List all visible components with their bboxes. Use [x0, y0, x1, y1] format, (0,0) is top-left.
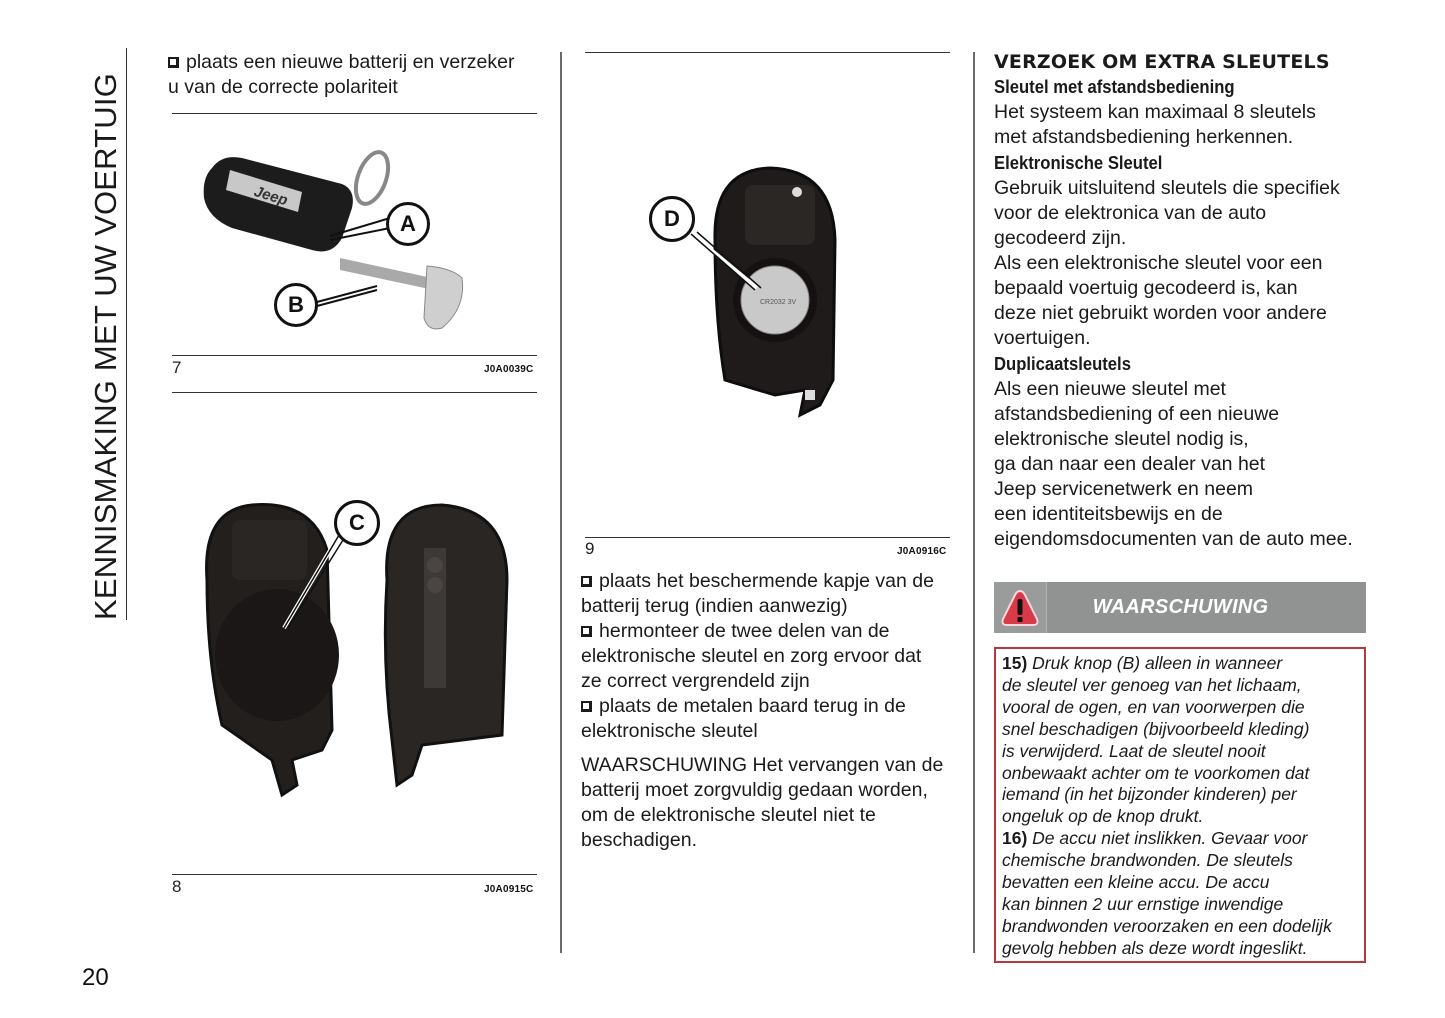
callout-d: D	[649, 196, 695, 242]
svg-text:Jeep: Jeep	[252, 183, 290, 210]
reassembly-steps	[581, 569, 956, 744]
figure-8-top-rule	[172, 392, 537, 393]
intro-bullet: plaats een nieuwe batterij en verzeker u van de correcte polariteit	[168, 51, 515, 98]
column-divider	[560, 52, 562, 953]
bullet-item: plaats de metalen baard terug in de elektronische sleutel	[581, 695, 906, 742]
warning-box	[994, 647, 1366, 963]
paragraph: Als een nieuwe sleutel met afstandsbediening of een nieuwe elektronische sleutel nodig is, ga dan naar een dealer van het Jeep servicenetwerk en neem een identiteitsbewijs en de eigendomsdocumenten van de auto mee.	[994, 378, 1353, 550]
paragraph: Als een elektronische sleutel voor een bepaald voertuig gecodeerd is, kan deze niet gebruikt worden voor andere voertuigen.	[994, 252, 1327, 349]
chapter-title-rule	[126, 48, 127, 620]
figure-9-code: J0A0916C	[897, 546, 947, 557]
warning-item-15: 15) Druk knop (B) alleen in wanneer de sleutel ver genoeg van het lichaam, vooral de ogen, en van voorwerpen die snel beschadigen (bijvoorbeeld kleding) is verwijderd. Laat de sleutel nooit onbewaakt achter om te voorkomen dat iemand (in het bijzonder kinderen) per ongeluk op de knop drukt.	[1002, 653, 1310, 827]
paragraph: Gebruik uitsluitend sleutels die specifiek voor de elektronica van de auto gecodeerd zijn.	[994, 177, 1340, 249]
figure-9-battery-compartment	[585, 60, 950, 535]
bullet-item: plaats het beschermende kapje van de batterij terug (indien aanwezig)	[581, 570, 934, 617]
subsection-heading: Duplicaatsleutels	[994, 353, 1131, 374]
figure-top-rule	[172, 113, 537, 114]
figure-8-code: J0A0915C	[484, 884, 534, 895]
callout-b: B	[274, 283, 318, 327]
page-number: 20	[82, 964, 109, 991]
callout-c: C	[334, 500, 380, 546]
checkbox-bullet-icon	[581, 576, 592, 587]
figure-9-caption-rule	[585, 537, 950, 538]
extra-keys-section	[994, 50, 1374, 552]
warning-triangle-icon	[1000, 588, 1040, 628]
column-divider	[973, 52, 975, 953]
figure-7-caption-rule	[172, 355, 537, 356]
warning-paragraph: WAARSCHUWING Het vervangen van de batterij moet zorgvuldig gedaan worden, om de elektronische sleutel niet te beschadigen.	[581, 754, 944, 851]
warning-item-16: 16) De accu niet inslikken. Gevaar voor chemische brandwonden. De sleutels bevatten een kleine accu. De accu kan binnen 2 uur ernstige inwendige brandwonden veroorzaken en een dodelijk gevolg hebben als deze wordt ingeslikt.	[1002, 828, 1332, 958]
opened-key-fob-illustration	[172, 400, 537, 870]
warning-title: WAARSCHUWING	[1092, 596, 1269, 618]
bullet-item: hermonteer de twee delen van de elektronische sleutel en zorg ervoor dat ze correct vergrendeld zijn	[581, 620, 922, 692]
figure-8-caption-rule	[172, 874, 537, 875]
figure-7-number: 7	[172, 358, 182, 377]
battery-compartment-illustration	[585, 60, 950, 535]
checkbox-bullet-icon	[581, 701, 592, 712]
warning-icon-cell	[994, 582, 1047, 633]
svg-text:CR2032 3V: CR2032 3V	[760, 299, 797, 306]
callout-a: A	[386, 202, 430, 246]
chapter-title: KENNISMAKING MET UW VOERTUIG	[88, 72, 123, 620]
figure-7-code: J0A0039C	[484, 364, 534, 375]
paragraph: Het systeem kan maximaal 8 sleutels met afstandsbediening herkennen.	[994, 101, 1316, 148]
figure-9-number: 9	[585, 539, 595, 558]
warning-header	[994, 582, 1366, 633]
checkbox-bullet-icon	[581, 626, 592, 637]
subsection-heading: Sleutel met afstandsbediening	[994, 76, 1235, 97]
figure-8-opened-key-fob	[172, 400, 537, 870]
figure-9-top-rule	[585, 52, 950, 53]
figure-7-key-fob	[172, 118, 537, 354]
figure-8-number: 8	[172, 877, 182, 896]
checkbox-bullet-icon	[168, 57, 179, 68]
subsection-heading: Elektronische Sleutel	[994, 152, 1163, 173]
key-fob-illustration	[172, 118, 537, 354]
section-title: VERZOEK OM EXTRA SLEUTELS	[994, 51, 1330, 73]
